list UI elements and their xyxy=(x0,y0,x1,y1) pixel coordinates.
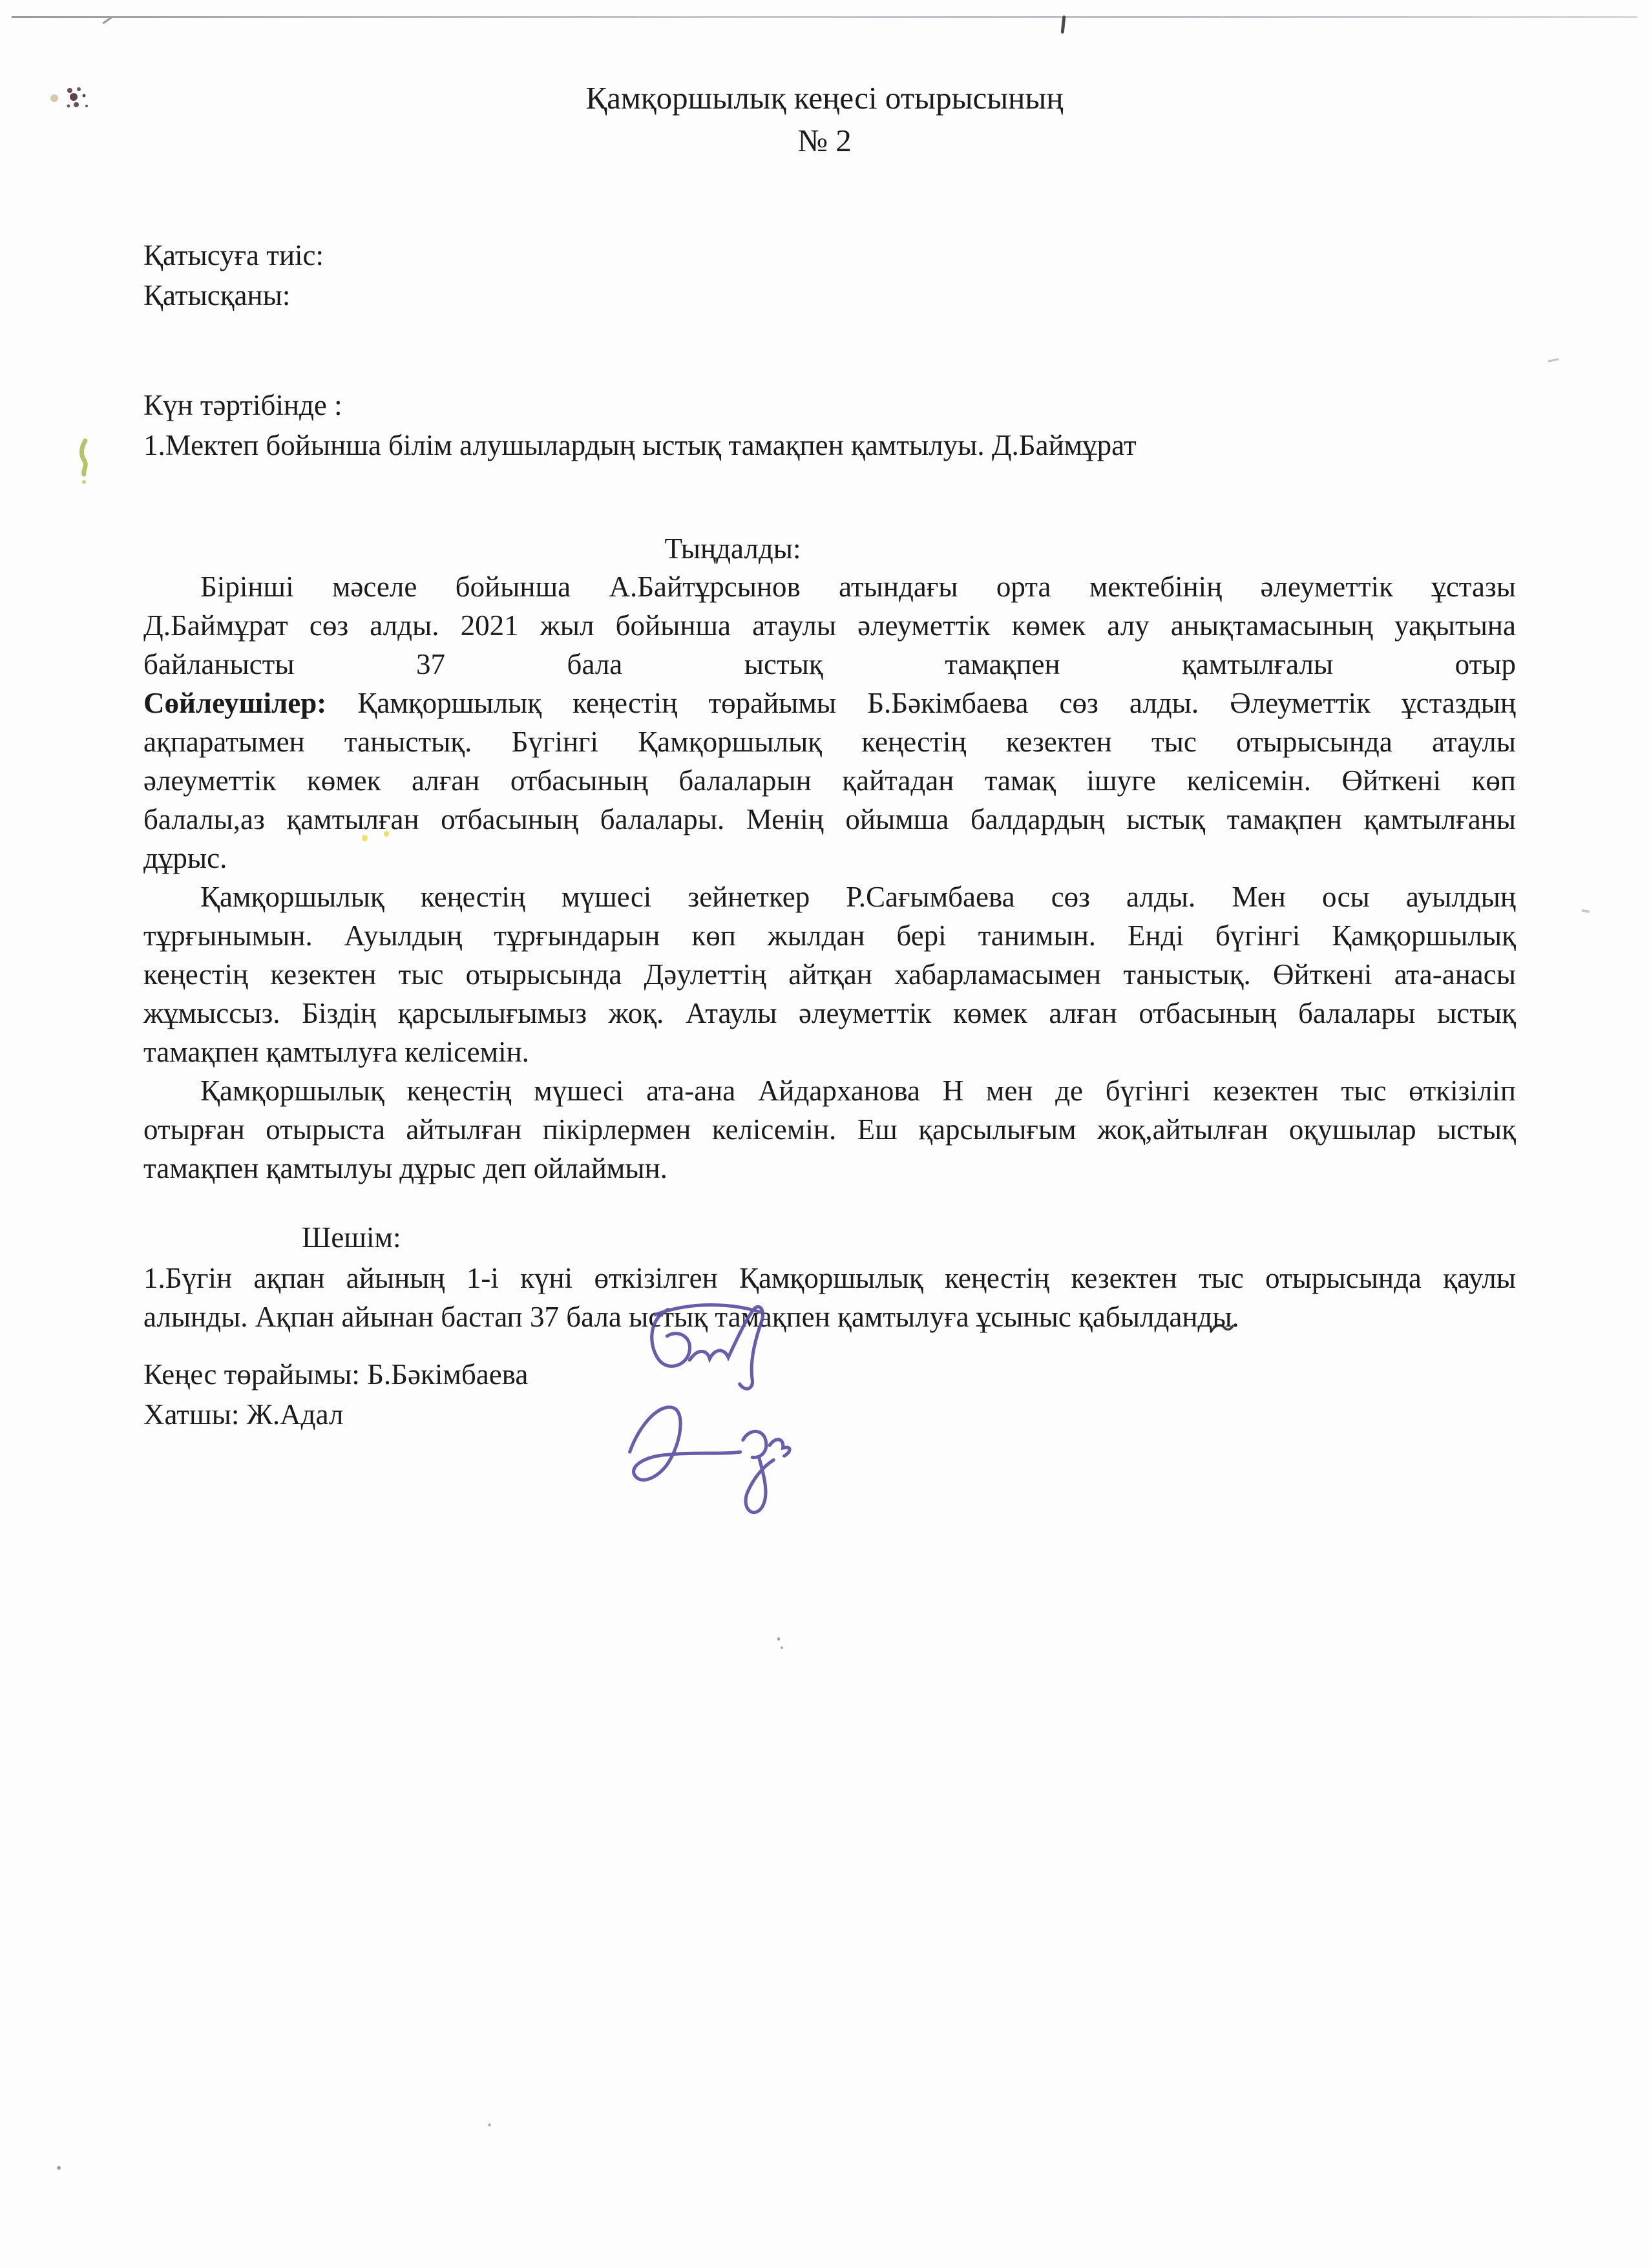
text-line xyxy=(143,1033,1516,1071)
scan-speck xyxy=(488,2123,491,2126)
handwritten-signature xyxy=(606,1297,800,1517)
text-segment: ақпаратымен таныстық. Бүгінгі Қамқоршылық кеңестің кезектен тыс отырысында атаулы xyxy=(143,726,1516,758)
text-segment: тұрғынымын. Ауылдың тұрғындарын көп жылдан бері танимын. Енді бүгінгі Қамқоршылық xyxy=(143,919,1516,952)
text-line xyxy=(143,1149,1516,1188)
text-segment: алынды. Ақпан айынан бастап 37 бала ыстық тамақпен қамтылуға ұсыныс қабылданды. xyxy=(143,1301,1239,1333)
doc-number: № 2 xyxy=(797,123,852,158)
scan-edge-line xyxy=(12,16,1637,18)
bold-text-segment: Сөйлеушілер: xyxy=(143,687,327,719)
scan-speck xyxy=(1582,909,1590,913)
text-line xyxy=(143,955,1516,994)
text-segment: кеңестің кезектен тыс отырысында Дәулеттің айтқан хабарламасымен таныстық. Өйткені ата-анасы xyxy=(143,958,1516,991)
text-line xyxy=(143,761,1516,800)
attendance-required-label: Қатысуға тиіс: xyxy=(143,239,324,271)
text-line xyxy=(143,1110,1516,1149)
agenda-block xyxy=(143,385,1516,465)
text-line xyxy=(143,994,1516,1033)
text-segment: Д.Баймұрат сөз алды. 2021 жыл бойынша атаулы әлеуметтік көмек алу анықтамасының уақытына xyxy=(143,609,1516,642)
text-line xyxy=(143,722,1516,761)
text-line xyxy=(143,1259,1516,1297)
text-line xyxy=(143,606,1516,645)
chair-signoff-line: Кеңес төрайымы: Б.Бәкімбаева xyxy=(143,1358,529,1391)
text-line xyxy=(143,684,1516,722)
ink-speck-green xyxy=(75,438,94,487)
agenda-heading: Күн тәртібінде : xyxy=(143,389,342,421)
scan-speck xyxy=(57,2166,61,2170)
text-segment: Қамқоршылық кеңестің мүшесі ата-ана Айдарханова Н мен де бүгінгі кезектен тыс өткізіліп xyxy=(200,1075,1516,1107)
paragraph xyxy=(143,567,1516,877)
paragraph xyxy=(143,1259,1516,1336)
agenda-item: 1.Мектеп бойынша білім алушылардың ыстық тамақпен қамтылуы. Д.Баймұрат xyxy=(143,429,1137,461)
text-segment: жұмыссыз. Біздің қарсылығымыз жоқ. Атаулы әлеуметтік көмек алған отбасының балалары ыстық xyxy=(143,997,1516,1029)
text-line xyxy=(143,567,1516,606)
doc-title: Қамқоршылық кеңесі отырысының xyxy=(585,80,1064,116)
text-line xyxy=(143,916,1516,955)
text-line xyxy=(143,839,1516,877)
scan-speck xyxy=(1061,16,1066,34)
text-segment: дұрыс. xyxy=(143,842,227,874)
text-segment: байланысты 37 бала ыстық тамақпен қамтылғалы отыр xyxy=(143,648,1516,680)
text-segment: отырған отырыста айтылған пікірлермен келісемін. Еш қарсылығым жоқ,айтылған оқушылар ыстық xyxy=(143,1113,1516,1146)
text-line xyxy=(143,1071,1516,1110)
decision-paragraphs xyxy=(143,1259,1516,1336)
text-line xyxy=(143,877,1516,916)
scan-speck xyxy=(1548,358,1559,362)
attendance-block xyxy=(143,235,1516,315)
listened-paragraphs xyxy=(143,567,1516,1188)
text-line xyxy=(143,1297,1516,1336)
text-segment: балалы,аз қамтылған отбасының балалары. Менің ойымша балдардың ыстық тамақпен қамтылғаны xyxy=(143,803,1516,835)
text-line xyxy=(143,800,1516,839)
scan-speck xyxy=(777,1637,780,1641)
text-segment: Бірінші мәселе бойынша А.Байтұрсынов атындағы орта мектебінің әлеуметтік ұстазы xyxy=(200,571,1516,603)
secretary-signoff-line: Хатшы: Ж.Адал xyxy=(143,1398,344,1431)
text-segment: 1.Бүгін ақпан айының 1-і күні өткізілген Қамқоршылық кеңестің кезектен тыс отырысында қаулы xyxy=(143,1262,1516,1294)
text-segment: Қамқоршылық кеңестің мүшесі зейнеткер Р.Сағымбаева сөз алды. Мен осы ауылдың xyxy=(200,881,1516,913)
decision-heading: Шешім: xyxy=(302,1221,401,1254)
text-segment: Қамқоршылық кеңестің төрайымы Б.Бәкімбаева сөз алды. Әлеуметтік ұстаздың xyxy=(326,687,1516,719)
text-segment: тамақпен қамтылуға келісемін. xyxy=(143,1036,529,1068)
text-segment: әлеуметтік көмек алған отбасының балаларын қайтадан тамақ ішуге келісемін. Өйткені көп xyxy=(143,764,1516,797)
signoff-block xyxy=(143,1354,1516,1434)
paragraph xyxy=(143,877,1516,1071)
paragraph xyxy=(143,1071,1516,1188)
attendance-attended-label: Қатысқаны: xyxy=(143,279,291,311)
text-segment: тамақпен қамтылуы дұрыс деп ойлаймын. xyxy=(143,1152,667,1184)
signature-ink xyxy=(630,1305,790,1513)
decision-heading-row xyxy=(143,1217,1516,1257)
scan-speck xyxy=(781,1646,783,1649)
listened-heading: Тыңдалды: xyxy=(664,532,801,565)
text-line xyxy=(143,645,1516,684)
